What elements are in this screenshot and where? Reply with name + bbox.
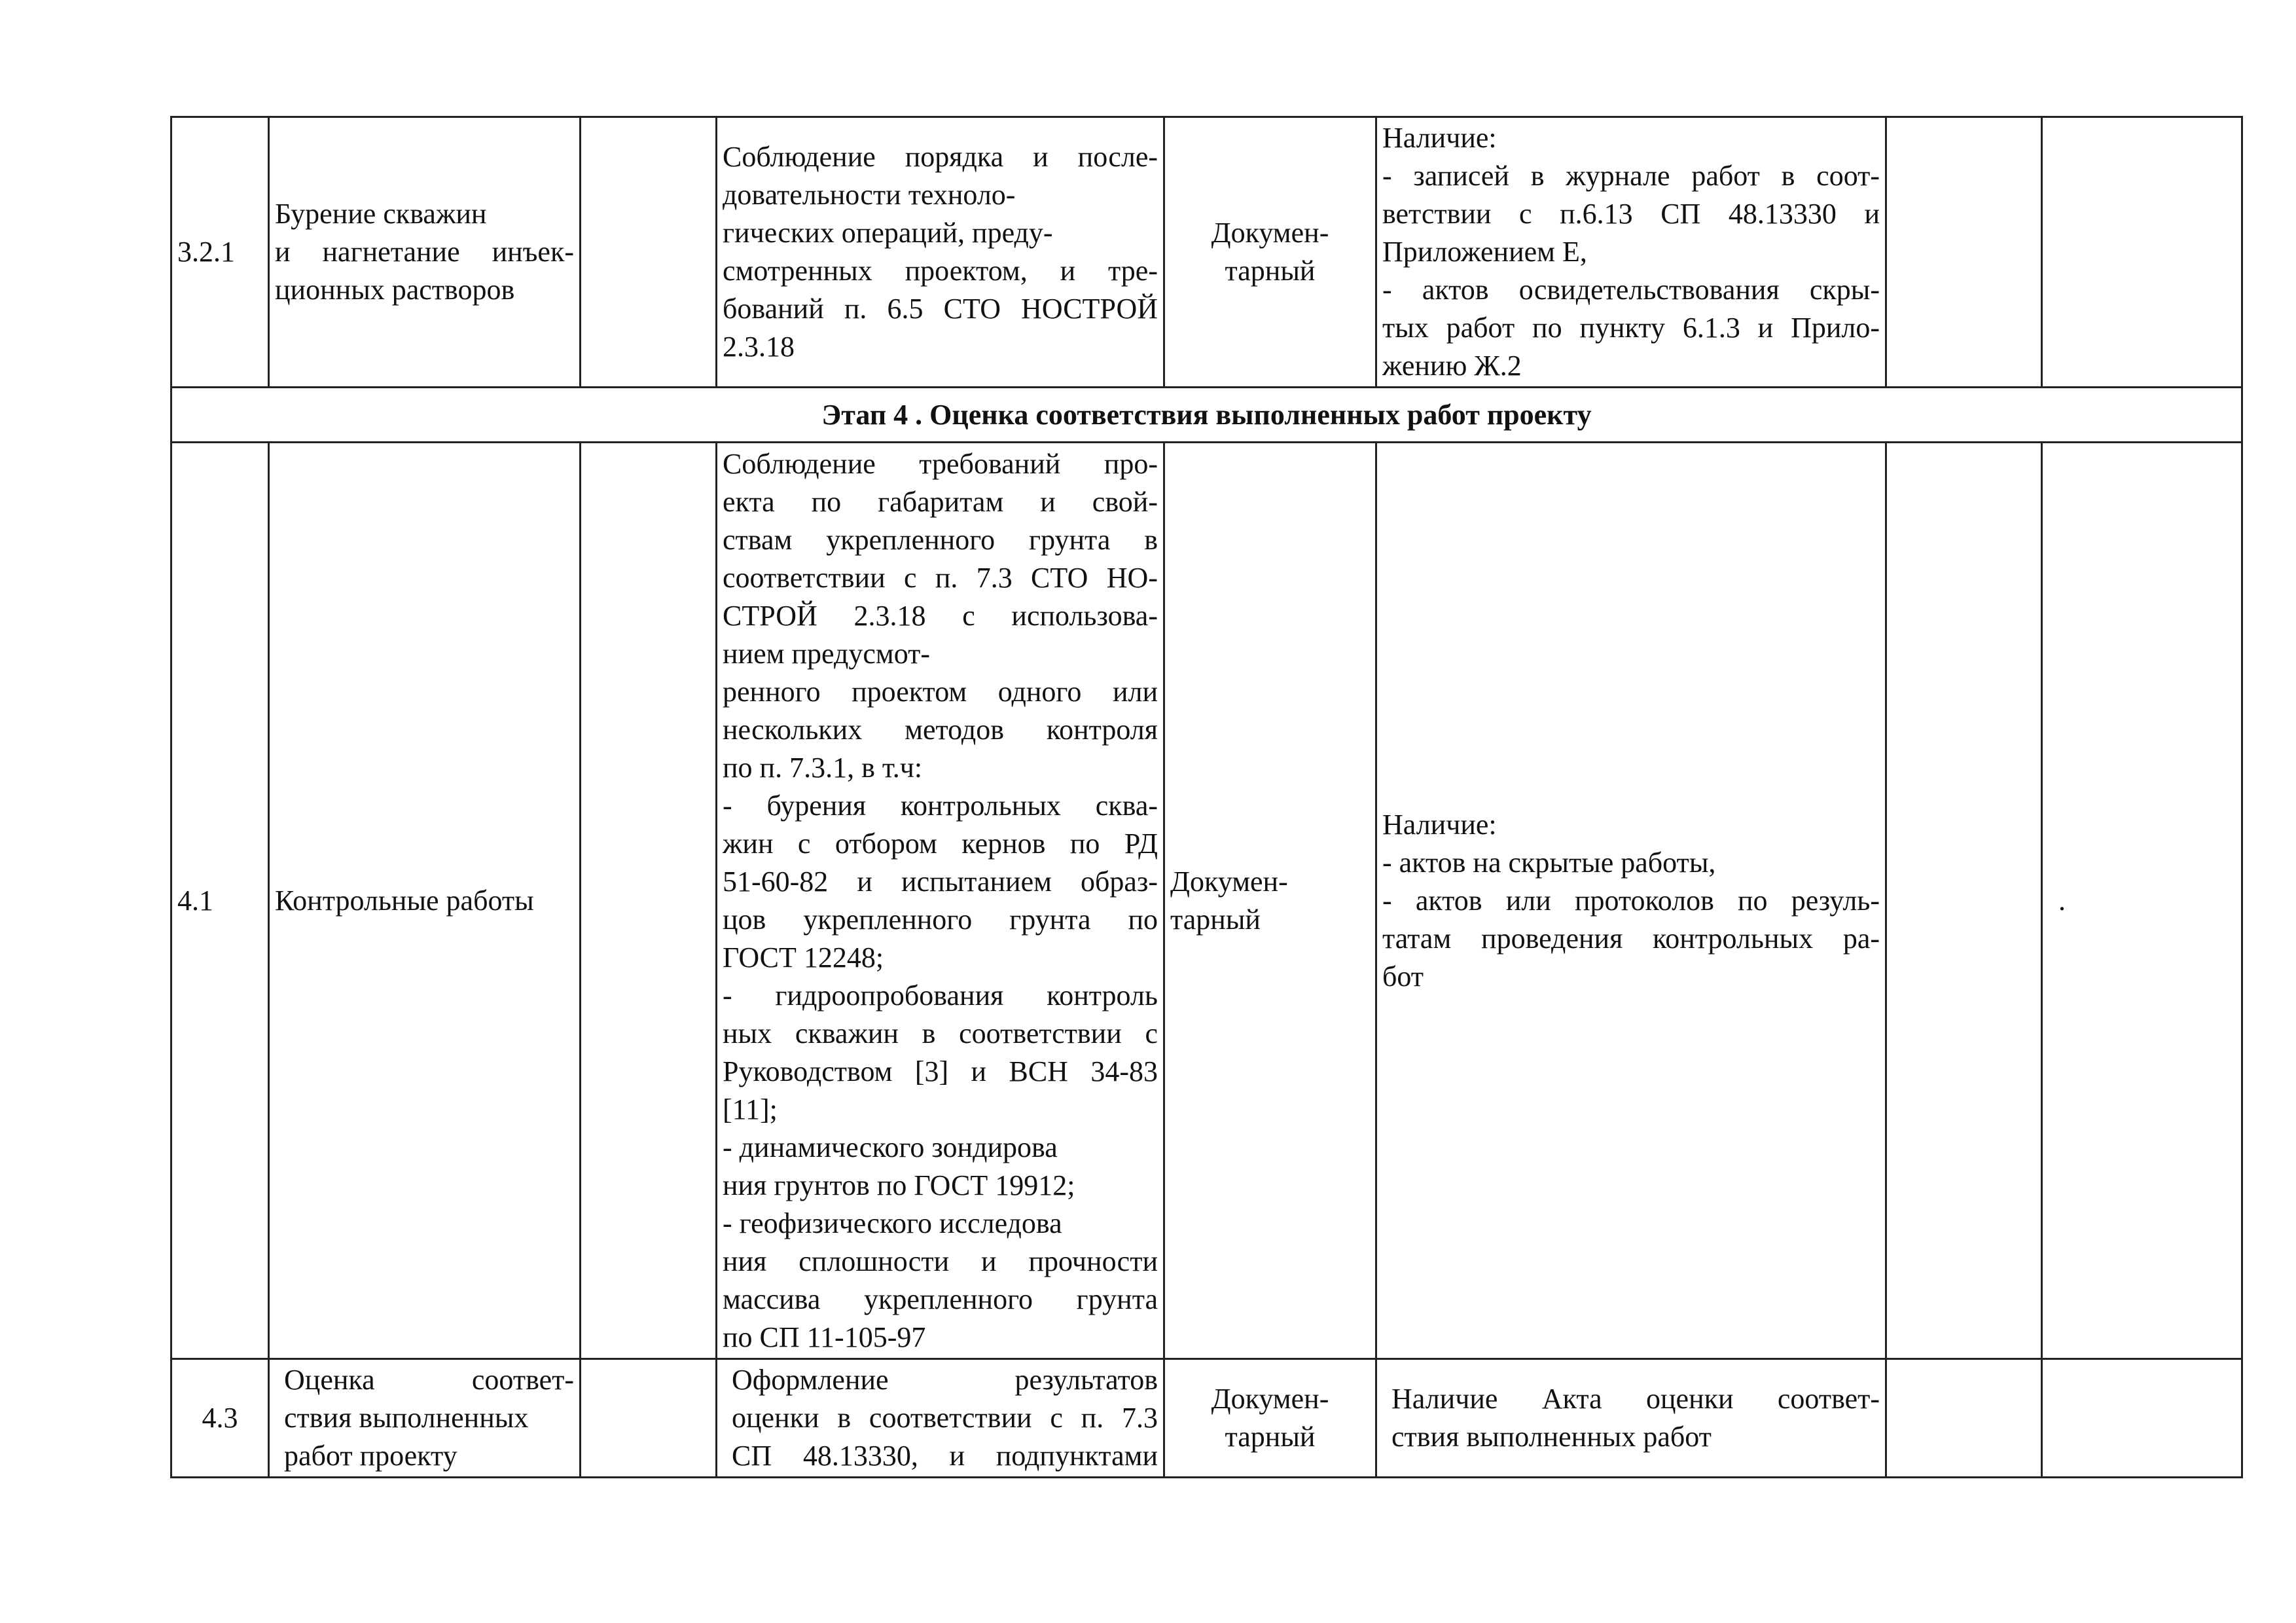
documents-cell — [1376, 1359, 1886, 1478]
documents-line: ствия выполненных работ — [1391, 1421, 1712, 1453]
table-row — [171, 117, 2242, 388]
control-type-cell — [1164, 443, 1376, 1359]
requirements-line: ГОСТ 12248; — [723, 941, 884, 974]
inspection-table — [170, 116, 2243, 1478]
documents-cell — [1376, 443, 1886, 1359]
table-row — [171, 1359, 2242, 1478]
work-name-line: Бурение скважин — [275, 198, 487, 230]
empty-cell — [1886, 1359, 2042, 1478]
control-type-cell — [1164, 1359, 1376, 1478]
row-number: 3.2.1 — [171, 117, 269, 388]
work-name-cell — [269, 1359, 581, 1478]
requirements-line: оценки в соответствии с п. 7.3 — [732, 1402, 1158, 1434]
row-number: 4.1 — [171, 443, 269, 1359]
documents-line: - записей в журнале работ в соот- — [1382, 160, 1880, 192]
requirements-line: ния грунтов по ГОСТ 19912; — [723, 1169, 1075, 1201]
requirements-line: цов укрепленного грунта по — [723, 903, 1158, 936]
stage-header-row — [171, 388, 2242, 443]
control-type-cell — [1164, 117, 1376, 388]
empty-cell — [1886, 117, 2042, 388]
requirements-line: [11]; — [723, 1093, 778, 1125]
documents-line: - актов освидетельствования скры- — [1382, 274, 1880, 306]
documents-line: Наличие: — [1382, 122, 1497, 154]
requirements-cell — [717, 443, 1164, 1359]
work-name-cell: Контрольные работы — [269, 443, 581, 1359]
requirements-line: ствам укрепленного грунта в — [723, 523, 1158, 556]
requirements-line: ных скважин в соответствии с — [723, 1017, 1158, 1049]
table-row — [171, 443, 2242, 1359]
requirements-line: по СП 11-105-97 — [723, 1321, 926, 1353]
requirements-line: 51-60-82 и испытанием образ- — [723, 865, 1158, 898]
requirements-line: массива укрепленного грунта — [723, 1283, 1158, 1315]
requirements-line: 2.3.18 — [723, 331, 795, 363]
requirements-cell — [717, 117, 1164, 388]
row-number: 4.3 — [171, 1359, 269, 1478]
empty-cell — [2042, 1359, 2242, 1478]
work-name-line: и нагнетание инъек- — [275, 236, 574, 268]
documents-line: Наличие: — [1382, 808, 1497, 841]
requirements-line: - гидроопробования контроль — [723, 979, 1158, 1012]
work-name-cell — [269, 117, 581, 388]
mark-cell: . — [2042, 443, 2242, 1359]
requirements-cell — [717, 1359, 1164, 1478]
requirements-line: - геофизического исследова — [723, 1207, 1062, 1239]
requirements-line: СТРОЙ 2.3.18 с использова- — [723, 599, 1158, 632]
empty-cell — [581, 117, 717, 388]
requirements-line: ния сплошности и прочности — [723, 1245, 1158, 1277]
documents-line: Приложением Е, — [1382, 236, 1587, 268]
control-type-line: тарный — [1225, 255, 1316, 287]
requirements-line: ренного проектом одного или — [723, 675, 1158, 708]
requirements-line: екта по габаритам и свой- — [723, 485, 1158, 518]
requirements-line: - бурения контрольных сква- — [723, 789, 1158, 822]
requirements-line: Соблюдение требований про- — [723, 447, 1158, 480]
requirements-line: гических операций, преду- — [723, 217, 1053, 249]
documents-cell — [1376, 117, 1886, 388]
documents-line: Наличие Акта оценки соответ- — [1391, 1383, 1880, 1415]
work-name-line: ционных растворов — [275, 274, 515, 306]
requirements-line: соответствии с п. 7.3 СТО НО- — [723, 561, 1158, 594]
control-type-line: тарный — [1225, 1421, 1316, 1453]
requirements-line: Оформление результатов — [732, 1364, 1158, 1396]
requirements-line: жин с отбором кернов по РД — [723, 827, 1158, 860]
documents-line: ветствии с п.6.13 СП 48.13330 и — [1382, 198, 1880, 230]
work-name-line: ствия выполненных — [284, 1402, 529, 1434]
control-type-line: Докумен- — [1170, 865, 1288, 898]
empty-cell — [581, 1359, 717, 1478]
documents-line: - актов или протоколов по резуль- — [1382, 884, 1880, 917]
control-type-line: Докумен- — [1211, 1383, 1329, 1415]
empty-cell — [581, 443, 717, 1359]
requirements-line: смотренных проектом, и тре- — [723, 255, 1158, 287]
empty-cell — [2042, 117, 2242, 388]
requirements-line: - динамического зондирова — [723, 1131, 1058, 1163]
requirements-line: довательности техноло- — [723, 179, 1016, 211]
requirements-line: нескольких методов контроля — [723, 713, 1158, 746]
control-type-line: Докумен- — [1211, 217, 1329, 249]
stage-title: Этап 4 . Оценка соответствия выполненных работ проекту — [171, 388, 2242, 443]
documents-line: тых работ по пункту 6.1.3 и Прило- — [1382, 312, 1880, 344]
requirements-line: Руководством [3] и ВСН 34-83 — [723, 1055, 1158, 1087]
requirements-line: бований п. 6.5 СТО НОСТРОЙ — [723, 293, 1158, 325]
empty-cell — [1886, 443, 2042, 1359]
requirements-line: нием предусмот- — [723, 637, 931, 670]
requirements-line: Соблюдение порядка и после- — [723, 141, 1158, 173]
requirements-line: по п. 7.3.1, в т.ч: — [723, 751, 923, 784]
documents-line: бот — [1382, 960, 1424, 993]
documents-line: жению Ж.2 — [1382, 350, 1522, 382]
control-type-line: тарный — [1170, 903, 1261, 936]
work-name-line: работ проекту — [284, 1440, 457, 1472]
documents-line: - актов на скрытые работы, — [1382, 846, 1716, 879]
work-name-line: Оценка соответ- — [284, 1364, 574, 1396]
documents-line: татам проведения контрольных ра- — [1382, 922, 1880, 955]
requirements-line: СП 48.13330, и подпунктами — [732, 1440, 1158, 1472]
